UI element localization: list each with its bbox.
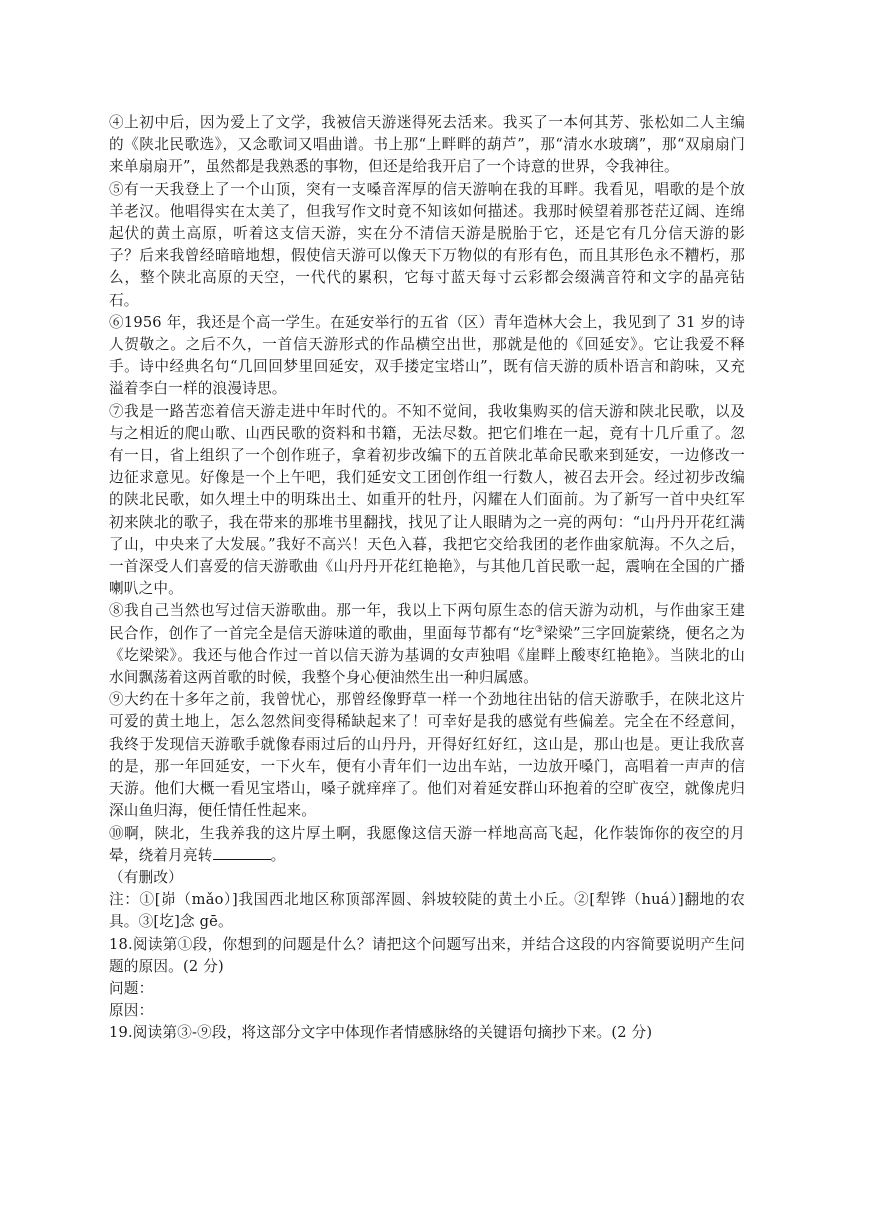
paragraph-10-end: 。 [270, 846, 286, 864]
paragraph-7: ⑦我是一路苦恋着信天游走进中年时代的。不知不觉间，我收集购买的信天游和陕北民歌，以及与之相近的爬山歌、山西民歌的资料和书籍，无法尽数。把它们堆在一起，竟有十几斤重了。忽有一日，省上组织了一个创作班子，拿着初步改编下的五首陕北革命民歌来到延安，一边修改一边征求意见。好像是一个上午吧，我们延安文工团创作组一行数人，被召去开会。经过初步改编的陕北民歌，如久埋土中的明珠出土、如重开的牡丹，闪耀在人们面前。为了新写一首中央红军初来陕北的歌子，我在带来的那堆书里翻找，找见了让人眼睛为之一亮的两句：“山丹丹开花红满了山，中央来了大发展。”我好不高兴！天色入暮，我把它交给我团的老作曲家航海。不久之后，一首深受人们喜爱的信天游歌曲《山丹丹开花红艳艳》，与其他几首民歌一起，震响在全国的广播喇叭之中。 [109, 402, 745, 598]
paragraph-5: ⑤有一天我登上了一个山顶，突有一支嗓音浑厚的信天游响在我的耳畔。我看见，唱歌的是个放羊老汉。他唱得实在太美了，但我写作文时竟不知该如何描述。我那时候望着那苍茫辽阔、连绵起伏的黄土高原，听着这支信天游，实在分不清信天游是脱胎于它，还是它有几分信天游的影子？后来我曾经暗暗地想，假使信天游可以像天下万物似的有形有色，而且其形色永不糟朽，那么，整个陕北高原的天空，一代代的累积，它每寸蓝天每寸云彩都会缀满音符和文字的晶亮钻石。 [109, 180, 745, 309]
question-19: 19.阅读第③-⑨段，将这部分文字中体现作者情感脉络的关键语句摘抄下来。(2 分) [109, 1024, 653, 1042]
annotation-notes: 注：①[峁（mǎo）]我国西北地区称顶部浑圆、斜坡较陡的黄土小丘。②[犁铧（huá）]翻地的农具。③[圪]念 gē。 [109, 891, 745, 931]
fill-in-blank[interactable] [213, 845, 271, 860]
paragraph-8 [109, 600, 745, 689]
paragraph-8-part-a: ⑧我自己当然也写过信天游歌曲。那一年，我以上下两句原生态的信天游为动机，与作曲家王建民合作，创作了一首完全是信天游味道的歌曲，里面每节都有“圪 [109, 602, 745, 642]
paragraph-8-part-b: 梁梁”三字回旋萦绕，便名之为《圪梁梁》。我还与他合作过一首以信天游为基调的女声独唱《崖畔上酸枣红艳艳》。当陕北的山水间飘荡着这两首歌的时候，我整个身心便油然生出一种归属感。 [109, 624, 745, 687]
paragraph-6: ⑥1956 年，我还是个高一学生。在延安举行的五省（区）青年造林大会上，我见到了 31 岁的诗人贺敬之。之后不久，一首信天游形式的作品横空出世，那就是他的《回延安》。它让我爱不释手。诗中经典名句“几回回梦里回延安，双手搂定宝塔山”，既有信天游的质朴语言和韵味，又充溢着李白一样的浪漫诗思。 [109, 313, 745, 398]
source-note: （有删改） [109, 868, 183, 886]
question-18-problem-label: 问题： [109, 979, 154, 997]
paragraph-10-text: ⑩啊，陕北，生我养我的这片厚土啊，我愿像这信天游一样地高高飞起，化作装饰你的夜空的月晕，绕着月亮转 [109, 824, 745, 864]
question-18-reason-label: 原因： [109, 1002, 154, 1020]
paragraph-4: ④上初中后，因为爱上了文学，我被信天游迷得死去活来。我买了一本何其芳、张松如二人主编的《陕北民歌选》，又念歌词又唱曲谱。书上那“上畔畔的葫芦”，那“清水水玻璃”，那“双扇扇门来单扇扇开”，虽然都是我熟悉的事物，但还是给我开启了一个诗意的世界，令我神往。 [109, 114, 745, 176]
paragraph-10 [109, 823, 745, 867]
paragraph-9: ⑨大约在十多年之前，我曾忧心，那曾经像野草一样一个劲地往出钻的信天游歌手，在陕北这片可爱的黄土地上，怎么忽然间变得稀缺起来了！可幸好是我的感觉有些偏差。完全在不经意间，我终于发现信天游歌手就像春雨过后的山丹丹，开得好红好红，这山是，那山也是。更让我欣喜的是，那一年回延安，一下火车，便有小青年们一边出车站，一边放开嗓门，高唱着一声声的信天游。他们大概一看见宝塔山，嗓子就痒痒了。他们对着延安群山环抱着的空旷夜空，就像虎归深山鱼归海，便任情任性起来。 [109, 691, 745, 820]
document-page [109, 112, 745, 1045]
footnote-marker-3: ③ [534, 624, 544, 635]
question-18: 18.阅读第①段，你想到的问题是什么？请把这个问题写出来，并结合这段的内容简要说明产生问题的原因。(2 分) [109, 935, 745, 975]
